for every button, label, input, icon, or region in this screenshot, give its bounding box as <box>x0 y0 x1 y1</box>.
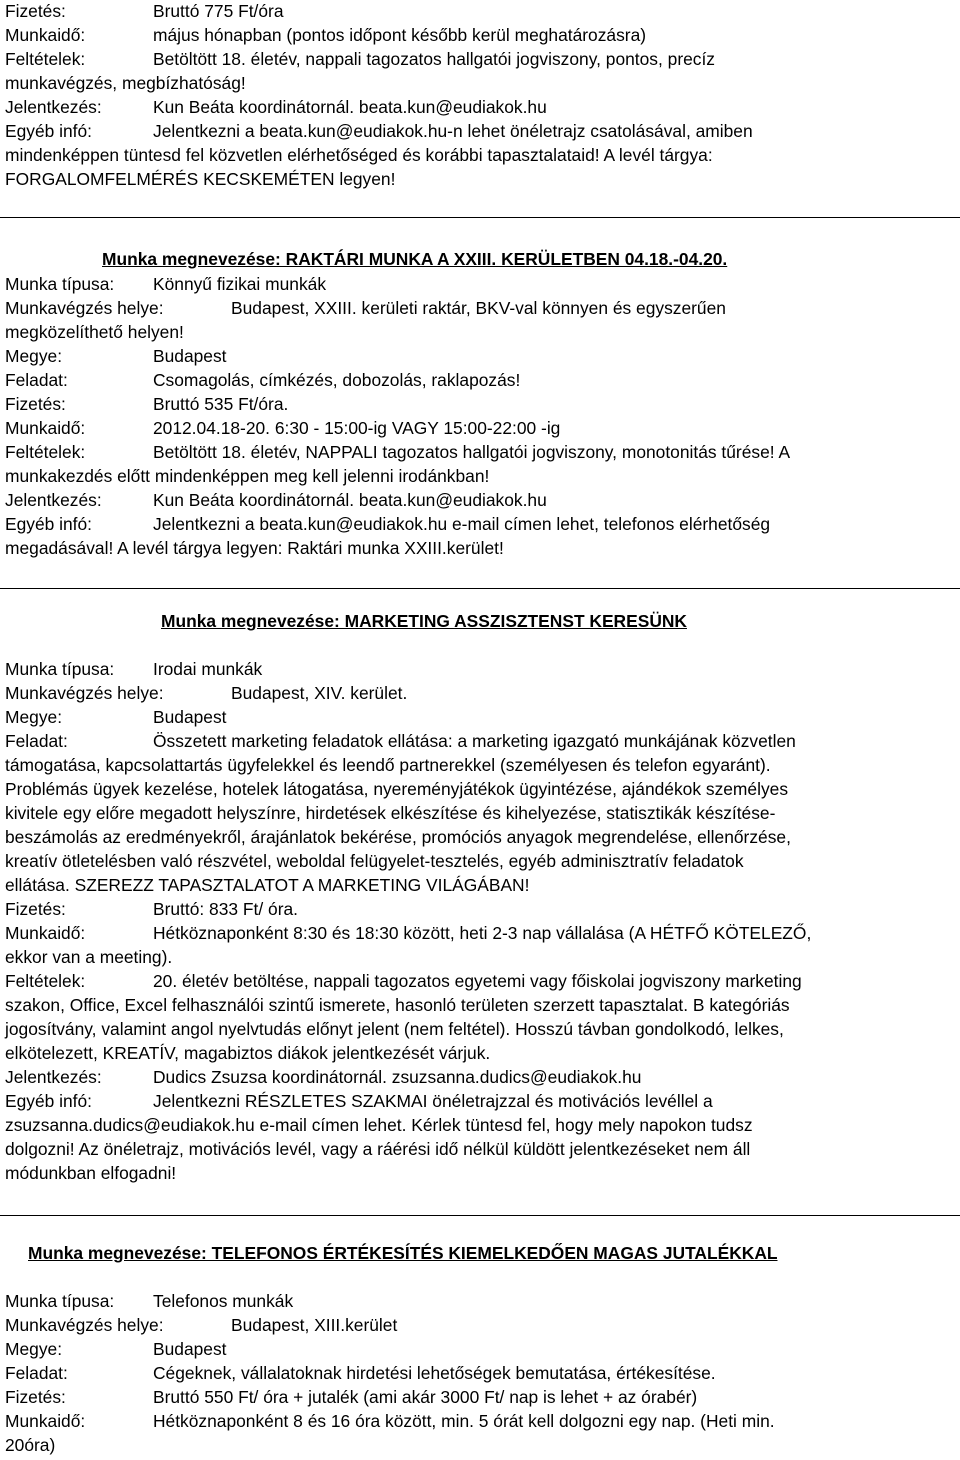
text-continuation: FORGALOMFELMÉRÉS KECSKEMÉTEN legyen! <box>5 169 396 189</box>
section-divider <box>0 1215 960 1216</box>
text-continuation: támogatása, kapcsolattartás ügyfelekkel és leendő partnerekkel (személyesen és telefon egyaránt). <box>5 755 771 775</box>
field-value: Bruttó 775 Ft/óra <box>153 1 284 21</box>
field-label: Egyéb infó: <box>5 121 93 141</box>
row-munkaido <box>5 923 812 945</box>
text-continuation: 20óra) <box>5 1435 56 1455</box>
field-value: Betöltött 18. életév, NAPPALI tagozatos hallgatói jogviszony, monotonitás tűrése! A <box>153 442 791 462</box>
field-label: Megye: <box>5 707 63 727</box>
row-egyeb <box>5 121 753 143</box>
row-feladat <box>5 731 796 753</box>
section-divider <box>0 588 960 589</box>
field-value: Budapest, XIII.kerület <box>231 1315 398 1335</box>
field-value: Betöltött 18. életév, nappali tagozatos hallgatói jogviszony, pontos, precíz <box>153 49 716 69</box>
field-label: Megye: <box>5 1339 63 1359</box>
row-megye <box>5 707 227 729</box>
field-value: 20. életév betöltése, nappali tagozatos egyetemi vagy főiskolai jogviszony marketing <box>153 971 802 991</box>
field-label: Feltételek: <box>5 971 86 991</box>
text-continuation: megközelíthető helyen! <box>5 322 184 342</box>
field-label: Megye: <box>5 346 63 366</box>
row-helye <box>5 298 726 320</box>
field-label: Feladat: <box>5 1363 68 1383</box>
field-value: Budapest <box>153 346 227 366</box>
row-feltetelek <box>5 442 791 464</box>
field-value: Könnyű fizikai munkák <box>153 274 327 294</box>
field-value: Irodai munkák <box>153 659 263 679</box>
row-helye <box>5 1315 398 1337</box>
row-tipus <box>5 1291 294 1313</box>
text-continuation: ellátása. SZEREZZ TAPASZTALATOT A MARKETING VILÁGÁBAN! <box>5 875 530 895</box>
field-value: Bruttó 550 Ft/ óra + jutalék (ami akár 3000 Ft/ nap is lehet + az órabér) <box>153 1387 698 1407</box>
job-title: Munka megnevezése: TELEFONOS ÉRTÉKESÍTÉS KIEMELKEDŐEN MAGAS JUTALÉKKAL <box>28 1243 778 1263</box>
text-continuation: kivitele egy előre megadott helyszínre, hirdetések elkészítése és kihelyezése, statisztikák készítése- <box>5 803 776 823</box>
field-label: Feladat: <box>5 731 68 751</box>
row-munkaido <box>5 1411 775 1433</box>
field-label: Munkavégzés helye: <box>5 298 164 318</box>
field-value: Budapest, XIV. kerület. <box>231 683 408 703</box>
field-value: Dudics Zsuzsa koordinátornál. zsuzsanna.dudics@eudiakok.hu <box>153 1067 642 1087</box>
field-label: Munka típusa: <box>5 1291 115 1311</box>
text-continuation: Problémás ügyek kezelése, hotelek látogatása, nyereményjátékok ügyintézése, ajándékok személyes <box>5 779 789 799</box>
field-value: Kun Beáta koordinátornál. beata.kun@eudiakok.hu <box>153 490 547 510</box>
row-jelentkezes <box>5 490 547 512</box>
field-label: Munkavégzés helye: <box>5 1315 164 1335</box>
field-value: Budapest <box>153 1339 227 1359</box>
text-continuation: beszámolás az eredményekről, árajánlatok bekérése, promóciós anyagok megrendelése, ellenőrzése, <box>5 827 791 847</box>
field-value: Csomagolás, címkézés, dobozolás, raklapozás! <box>153 370 521 390</box>
field-value: Budapest <box>153 707 227 727</box>
field-value: Hétköznaponként 8 és 16 óra között, min. 5 órát kell dolgozni egy nap. (Heti min. <box>153 1411 775 1431</box>
field-label: Feltételek: <box>5 442 86 462</box>
row-feladat <box>5 1363 716 1385</box>
field-value: Összetett marketing feladatok ellátása: a marketing igazgató munkájának közvetlen <box>153 731 796 751</box>
row-feladat <box>5 370 521 392</box>
text-continuation: szakon, Office, Excel felhasználói szintű ismerete, hasonló területen szerzett tapasztalat. B kategóriás <box>5 995 790 1015</box>
field-value: Jelentkezni a beata.kun@eudiakok.hu-n lehet önéletrajz csatolásával, amiben <box>153 121 753 141</box>
field-value: 2012.04.18-20. 6:30 - 15:00-ig VAGY 15:00-22:00 -ig <box>153 418 561 438</box>
row-egyeb <box>5 514 771 536</box>
row-fizetes <box>5 394 289 416</box>
text-continuation: zsuzsanna.dudics@eudiakok.hu e-mail címen lehet. Kérlek tüntesd fel, hogy mely napokon tudsz <box>5 1115 753 1135</box>
text-continuation: munkavégzés, megbízhatóság! <box>5 73 246 93</box>
field-value: Budapest, XXIII. kerületi raktár, BKV-val könnyen és egyszerűen <box>231 298 726 318</box>
field-label: Munka típusa: <box>5 659 115 679</box>
text-continuation: jogosítvány, valamint angol nyelvtudás előnyt jelent (nem feltétel). Hosszú távban gondolkodó, lelkes, <box>5 1019 784 1039</box>
text-continuation: elkötelezett, KREATÍV, magabiztos diákok jelentkezését várjuk. <box>5 1043 491 1063</box>
field-label: Egyéb infó: <box>5 1091 93 1111</box>
field-value: Bruttó: 833 Ft/ óra. <box>153 899 298 919</box>
field-label: Feltételek: <box>5 49 86 69</box>
field-value: május hónapban (pontos időpont később kerül meghatározásra) <box>153 25 647 45</box>
text-continuation: módunkban elfogadni! <box>5 1163 177 1183</box>
field-label: Munka típusa: <box>5 274 115 294</box>
field-label: Egyéb infó: <box>5 514 93 534</box>
field-value: Jelentkezni a beata.kun@eudiakok.hu e-mail címen lehet, telefonos elérhetőség <box>153 514 771 534</box>
text-continuation: kreatív ötletelésben való részvétel, weboldal felügyelet-tesztelés, egyéb adminisztratív feladatok <box>5 851 744 871</box>
field-value: Hétköznaponként 8:30 és 18:30 között, heti 2-3 nap vállalása (A HÉTFŐ KÖTELEZŐ, <box>153 923 812 943</box>
row-megye <box>5 1339 227 1361</box>
field-value: Cégeknek, vállalatoknak hirdetési lehetőségek bemutatása, értékesítése. <box>153 1363 716 1383</box>
text-continuation: dolgozni! Az önéletrajz, motivációs levél, vagy a ráérési idő nélkül küldött jelentkezéseket nem áll <box>5 1139 751 1159</box>
row-fizetes <box>5 899 298 921</box>
section-divider <box>0 217 960 218</box>
row-egyeb <box>5 1091 713 1113</box>
row-fizetes <box>5 1 284 23</box>
field-label: Jelentkezés: <box>5 1067 102 1087</box>
row-tipus <box>5 274 327 296</box>
text-continuation: mindenképpen tüntesd fel közvetlen elérhetőséged és korábbi tapasztalataid! A levél tárgya: <box>5 145 713 165</box>
field-label: Jelentkezés: <box>5 490 102 510</box>
row-feltetelek <box>5 49 716 71</box>
row-fizetes <box>5 1387 698 1409</box>
text-continuation: megadásával! A levél tárgya legyen: Raktári munka XXIII.kerület! <box>5 538 504 558</box>
row-tipus <box>5 659 263 681</box>
field-label: Munkaidő: <box>5 25 86 45</box>
field-value: Bruttó 535 Ft/óra. <box>153 394 289 414</box>
field-value: Jelentkezni RÉSZLETES SZAKMAI önéletrajzzal és motivációs levéllel a <box>153 1091 713 1111</box>
field-label: Fizetés: <box>5 394 66 414</box>
row-munkaido <box>5 418 561 440</box>
field-label: Fizetés: <box>5 1387 66 1407</box>
row-jelentkezes <box>5 97 547 119</box>
field-label: Munkavégzés helye: <box>5 683 164 703</box>
row-munkaido <box>5 25 647 47</box>
field-value: Telefonos munkák <box>153 1291 294 1311</box>
field-label: Munkaidő: <box>5 418 86 438</box>
field-label: Fizetés: <box>5 1 66 21</box>
job-title: Munka megnevezése: RAKTÁRI MUNKA A XXIII. KERÜLETBEN 04.18.-04.20. <box>102 249 728 269</box>
text-continuation: munkakezdés előtt mindenképpen meg kell jelenni irodánkban! <box>5 466 490 486</box>
field-label: Munkaidő: <box>5 1411 86 1431</box>
row-helye <box>5 683 408 705</box>
job-title: Munka megnevezése: MARKETING ASSZISZTENST KERESÜNK <box>161 611 687 631</box>
field-label: Munkaidő: <box>5 923 86 943</box>
row-megye <box>5 346 227 368</box>
field-value: Kun Beáta koordinátornál. beata.kun@eudiakok.hu <box>153 97 547 117</box>
text-continuation: ekkor van a meeting). <box>5 947 173 967</box>
row-jelentkezes <box>5 1067 642 1089</box>
field-label: Fizetés: <box>5 899 66 919</box>
row-feltetelek <box>5 971 802 993</box>
field-label: Feladat: <box>5 370 68 390</box>
field-label: Jelentkezés: <box>5 97 102 117</box>
